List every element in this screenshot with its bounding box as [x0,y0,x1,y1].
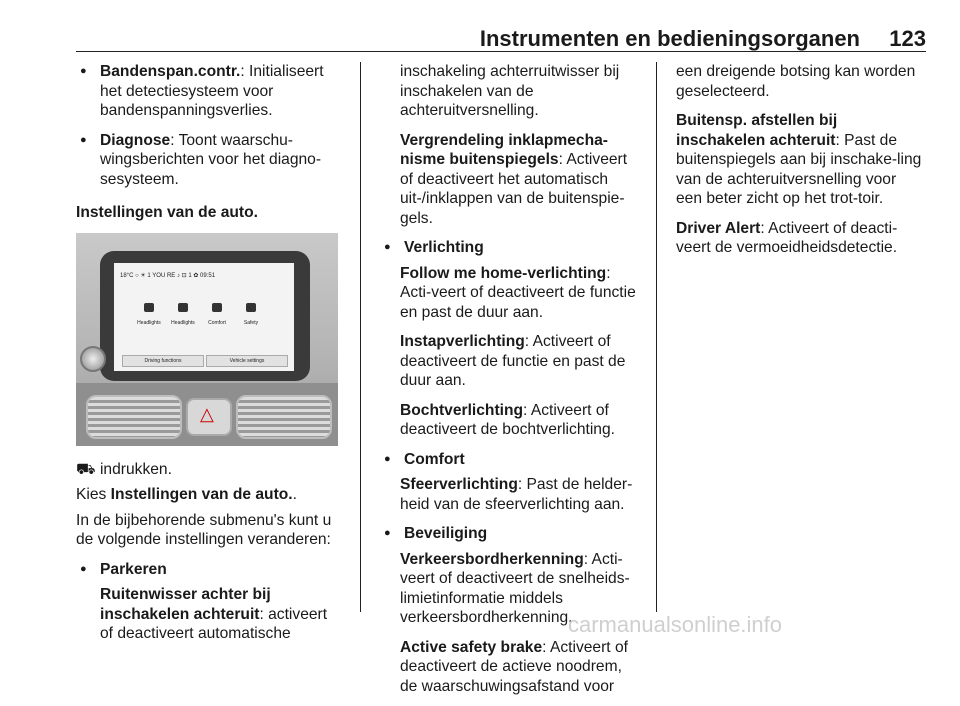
dashboard-photo [76,233,338,446]
column-1 [76,62,344,654]
term: Instapverlichting [400,333,525,350]
category-heading: Verlichting [404,239,484,256]
column-2 [380,62,636,706]
touchscreen [114,263,294,371]
description: : Activeert of deactiveert de bochtverlichting. [400,401,615,438]
term: Bochtverlichting [400,401,524,419]
sub-item [400,264,636,323]
car-menu-icon: ⛟ [76,460,96,478]
description: : Acti-veert of deactiveert de functie en past de duur aan. [400,264,636,321]
list-item [380,524,636,544]
term: Buitensp. afstellen bij inschakelen achteruit [676,112,838,149]
tab-vehicle-settings: Vehicle settings [206,355,288,367]
column-divider [360,62,361,612]
term: Verkeersbordherkenning [400,550,584,568]
tab-driving-functions: Driving functions [122,355,204,367]
status-bar: 18°C ○ ☀ 1 YOU RE ♪ ⊡ 1 ✿ 09:51 [120,272,216,279]
term: Follow me home-verlichting [400,264,607,282]
settings-tile: Headlights [170,303,196,334]
term: Vergrendeling inklapmecha-nisme buitenspiegels [400,131,608,168]
term: Diagnose [100,131,171,149]
sub-item [400,131,636,229]
description: : Activeert of deactiveert het automatisch uit-/inklappen van de buitenspie-gels. [400,151,628,227]
comfort-icon [212,303,222,312]
press-text: indrukken. [99,460,172,478]
description: : Activeert of deacti-veert de vermoeidheidsdetectie. [676,219,898,256]
sub-item [676,111,926,209]
continued-text: een dreigende botsing kan worden geselecteerd. [676,63,916,100]
volume-knob [80,346,106,372]
list-item [380,238,636,258]
description: : Activeert of deactiveert de functie en past de duur aan. [400,333,626,389]
description: : Initialiseert het detectiesysteem voor bandenspanningsverlies. [100,63,324,119]
description: : Acti-veert of deactiveert de snelheids-limietinformatie middels verkeersbordherkenning. [400,550,630,626]
term: Sfeerverlichting [400,476,518,493]
description: : Toont waarschu-wingsberichten voor het diagno-sesysteem. [100,131,322,188]
display-bezel [100,251,310,381]
description: : Activeert of deactiveert de actieve noodrem, de waarschuwingsafstand voor [400,638,628,695]
air-vent [86,395,182,439]
list-item [76,62,344,121]
sub-item [400,638,636,697]
list-item [380,450,636,470]
column-divider [656,62,657,612]
list-item [76,560,344,580]
continued-text: inschakeling achterruitwisser bij inschakelen van de achteruitversnelling. [400,63,620,119]
column-3 [676,62,926,268]
list-item [76,131,344,190]
sub-item [400,401,636,440]
subheading: Instellingen van de auto. [76,204,258,221]
page-number: 123 [889,26,926,51]
term: Ruitenwisser achter bij inschakelen achteruit [100,586,271,623]
term: Bandenspan.contr. [100,63,241,80]
hazard-button-icon [186,398,232,436]
text: Kies [76,486,111,503]
headlight-icon [144,303,154,312]
category-heading: Comfort [404,450,465,468]
description: : activeert of deactiveert automatische [100,605,328,642]
text: . [292,486,297,503]
page-header [0,0,960,52]
sub-item [400,475,636,514]
category-heading: Parkeren [100,560,167,578]
air-vent [236,395,332,439]
section-title: Instrumenten en bedieningsorganen [479,26,860,51]
term: Active safety brake [400,638,543,656]
settings-tile: Headlights [136,303,162,334]
category-heading: Beveiliging [404,525,488,542]
description: : Past de buitenspiegels aan bij inschake-ling van de achteruitversnelling voor een beter zicht op het trot-toir. [676,131,922,207]
sub-item [676,219,926,258]
settings-tile: Safety [238,303,264,334]
sub-item [400,332,636,391]
term: Instellingen van de auto. [110,486,293,503]
steering-wheel-icon [246,303,256,312]
description: : Past de helder-heid van de sfeerverlichting aan. [400,476,633,513]
header-rule [76,51,926,52]
watermark: carmanualsonline.info [568,612,783,637]
term: Driver Alert [676,219,761,237]
intro-text: In de bijbehorende submenu's kunt u de volgende instellingen veranderen: [76,511,332,548]
air-vents [76,383,338,446]
settings-tile: Comfort [204,303,230,334]
headlight-icon [178,303,188,312]
sub-item [100,585,344,644]
